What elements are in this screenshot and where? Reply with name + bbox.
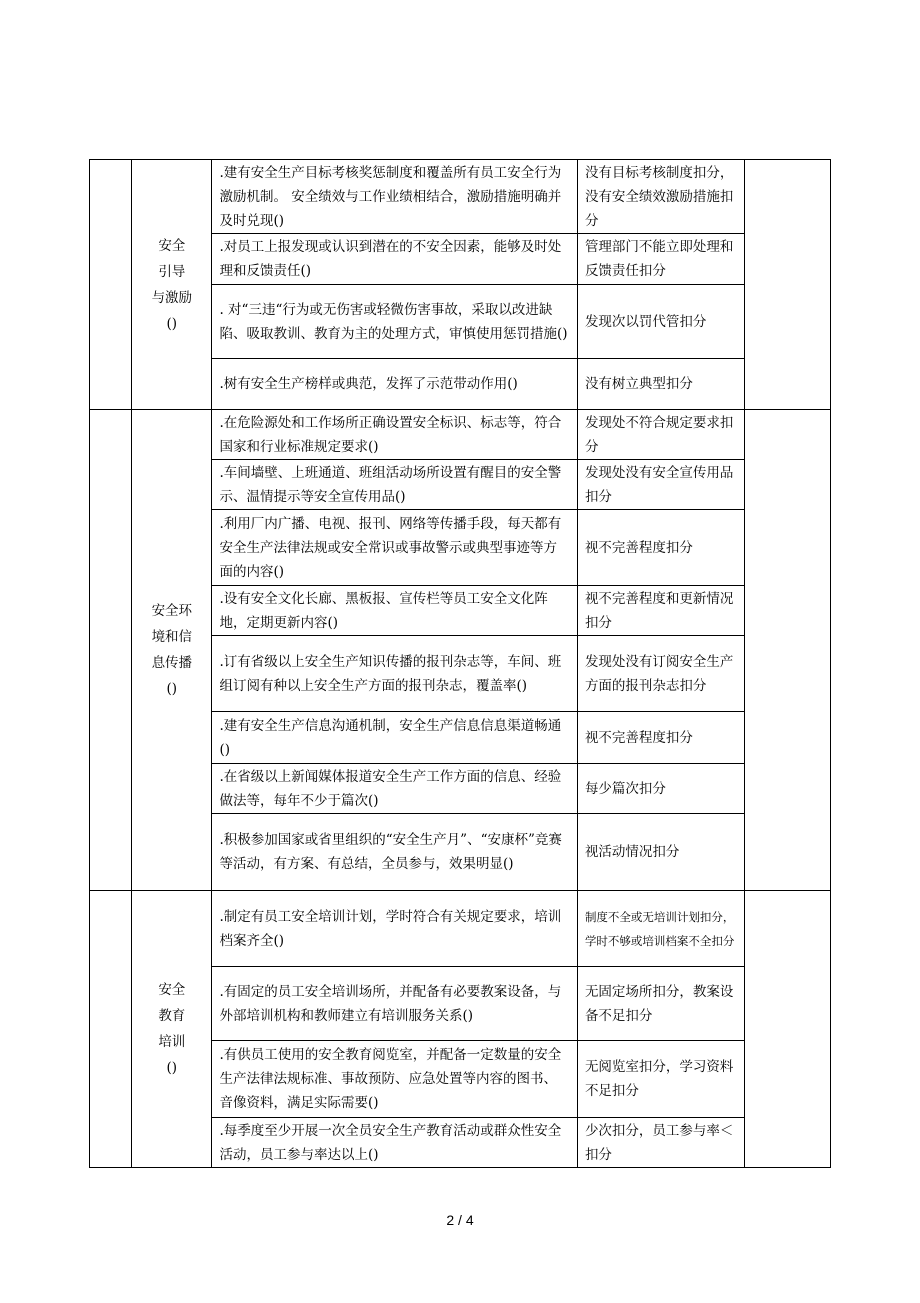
scoring-rule: 发现处没有安全宣传用品扣分 [577, 460, 744, 510]
scoring-rule: 没有树立典型扣分 [577, 359, 744, 410]
item-content: .建有安全生产信息沟通机制，安全生产信息信息渠道畅通() [212, 712, 577, 764]
item-content: .在危险源处和工作场所正确设置安全标识、标志等，符合国家和行业标准规定要求() [212, 410, 577, 460]
item-content: .建有安全生产目标考核奖惩制度和覆盖所有员工安全行为激励机制。 安全绩效与工作业绩相结合，激励措施明确并及时兑现() [212, 160, 577, 234]
blank-cell [90, 891, 132, 1168]
scoring-rule: 少次扣分，员工参与率＜扣分 [577, 1118, 744, 1168]
scoring-rule: 视不完善程度和更新情况扣分 [577, 586, 744, 636]
scoring-rule: 管理部门不能立即处理和反馈责任扣分 [577, 234, 744, 285]
item-content: .利用厂内广播、电视、报刊、网络等传播手段，每天都有安全生产法律法规或安全常识或事故警示或典型事迹等方面的内容() [212, 510, 577, 586]
table-row [90, 410, 831, 460]
scoring-rule: 无阅览室扣分，学习资料不足扣分 [577, 1041, 744, 1118]
score-cell [744, 160, 830, 410]
item-content: .有供员工使用的安全教育阅览室，并配备一定数量的安全生产法律法规标准、事故预防、应急处置等内容的图书、音像资料，满足实际需要() [212, 1041, 577, 1118]
blank-cell [90, 160, 132, 410]
scoring-rule: 制度不全或无培训计划扣分，学时不够或培训档案不全扣分 [577, 891, 744, 967]
category-cell: 安全环 境和信 息传播 () [132, 410, 212, 891]
item-content: .每季度至少开展一次全员安全生产教育活动或群众性安全活动，员工参与率达以上() [212, 1118, 577, 1168]
item-content: .车间墙壁、上班通道、班组活动场所设置有醒目的安全警示、温情提示等安全宣传用品() [212, 460, 577, 510]
item-content: .在省级以上新闻媒体报道安全生产工作方面的信息、经验做法等，每年不少于篇次() [212, 764, 577, 814]
table-row [90, 891, 831, 967]
table-row [90, 160, 831, 234]
scoring-rule: 视不完善程度扣分 [577, 510, 744, 586]
scoring-rule: 发现处没有订阅安全生产方面的报刊杂志扣分 [577, 636, 744, 712]
item-content: .订有省级以上安全生产知识传播的报刊杂志等，车间、班组订阅有种以上安全生产方面的报刊杂志，覆盖率() [212, 636, 577, 712]
item-content: .设有安全文化长廊、黑板报、宣传栏等员工安全文化阵地，定期更新内容() [212, 586, 577, 636]
scoring-rule: 没有目标考核制度扣分，没有安全绩效激励措施扣分 [577, 160, 744, 234]
category-cell: 安全 教育 培训 () [132, 891, 212, 1168]
scoring-rule: 发现处不符合规定要求扣分 [577, 410, 744, 460]
item-content: . 对“三违“行为或无伤害或轻微伤害事故，采取以改进缺陷、吸取教训、教育为主的处理方式，审慎使用惩罚措施() [212, 285, 577, 359]
scoring-rule: 无固定场所扣分，教案设备不足扣分 [577, 967, 744, 1041]
item-content: .对员工上报发现或认识到潜在的不安全因素，能够及时处理和反馈责任() [212, 234, 577, 285]
page-number: 2 / 4 [446, 1212, 474, 1228]
item-content: .制定有员工安全培训计划，学时符合有关规定要求，培训档案齐全() [212, 891, 577, 967]
item-content: .积极参加国家或省里组织的“安全生产月”、“安康杯”竞赛等活动，有方案、有总结，全员参与，效果明显() [212, 814, 577, 891]
score-cell [744, 891, 830, 1168]
score-cell [744, 410, 830, 891]
evaluation-table [89, 159, 831, 1168]
scoring-rule: 发现次以罚代管扣分 [577, 285, 744, 359]
scoring-rule: 视不完善程度扣分 [577, 712, 744, 764]
item-content: .树有安全生产榜样或典范，发挥了示范带动作用() [212, 359, 577, 410]
blank-cell [90, 410, 132, 891]
scoring-rule: 视活动情况扣分 [577, 814, 744, 891]
scoring-rule: 每少篇次扣分 [577, 764, 744, 814]
item-content: .有固定的员工安全培训场所，并配备有必要教案设备，与外部培训机构和教师建立有培训服务关系() [212, 967, 577, 1041]
category-cell: 安全 引导 与激励 () [132, 160, 212, 410]
